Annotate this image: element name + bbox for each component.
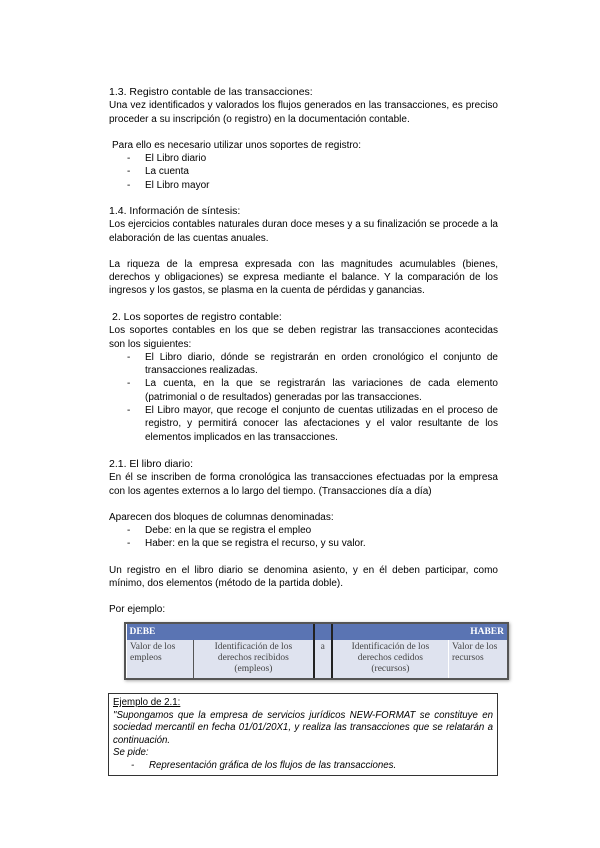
cell: Identificación de los derechos recibidos	[214, 642, 293, 663]
heading: 1.4. Información de síntesis:	[109, 205, 241, 217]
paragraph: Un registro en el libro diario se denomina asiento, y en él deben participar, como mínimo, dos elementos (método de la partida doble).	[109, 564, 498, 590]
list-item: - El Libro diario	[109, 152, 498, 165]
section-1-3	[109, 86, 498, 192]
paragraph: En él se inscriben de forma cronológica las transacciones efectuadas por la empresa con los agentes externos a lo largo del tiempo. (Transacciones día a día)	[109, 472, 498, 497]
heading: 2.1. El libro diario:	[109, 458, 194, 470]
paragraph: La riqueza de la empresa expresada con las magnitudes acumulables (bienes, derechos y obligaciones) se expresa mediante el balance. Y la comparación de los ingresos y los gastos, se plasma en la cuenta de pérdidas y ganancias.	[109, 258, 498, 297]
cell: Valor de los empleos	[127, 640, 194, 678]
section-2	[109, 311, 498, 444]
heading: 1.3. Registro contable de las transacciones:	[109, 86, 313, 98]
example-title: Ejemplo de 2.1:	[113, 697, 181, 708]
paragraph: Para ello es necesario utilizar unos soportes de registro:	[112, 139, 362, 151]
example-text: "Supongamos que la empresa de servicios jurídicos NEW-FORMAT se constituye en sociedad mercantil en fecha 01/01/20X1, y realiza las transacciones que se relatarán a continuación.	[113, 709, 493, 746]
list-item: - Haber: en la que se registra el recurso, y su valor.	[109, 537, 498, 550]
paragraph: Los soportes contables en los que se deben registrar las transacciones acontecidas son los siguientes:	[109, 325, 498, 350]
section-2-1	[109, 458, 498, 617]
cell: Valor de los recursos	[449, 640, 508, 678]
section-1-4	[109, 205, 498, 298]
cell: a	[314, 640, 332, 678]
heading: 2. Los soportes de registro contable:	[112, 311, 282, 323]
list-item: - El Libro diario, dónde se registrarán en orden cronológico el conjunto de transacciones realizadas.	[109, 351, 498, 378]
debe-header: DEBE	[127, 624, 314, 640]
list-item: - El Libro mayor	[109, 179, 498, 192]
list-item: - Representación gráfica de los flujos de las transacciones.	[113, 760, 493, 773]
example-se-pide: Se pide:	[113, 747, 149, 758]
list-item: - Debe: en la que se registra el empleo	[109, 524, 498, 537]
list-item: - El Libro mayor, que recoge el conjunto de cuentas utilizadas en el proceso de registro, y permitirá conocer las afectaciones y el valor resultante de los elementos implicados en las transacciones.	[109, 404, 498, 444]
cell: Identificación de los derechos cedidos	[351, 642, 430, 663]
list	[109, 351, 498, 444]
paragraph: Aparecen dos bloques de columnas denominadas:	[109, 511, 334, 523]
paragraph: Por ejemplo:	[109, 604, 166, 616]
list-item: - La cuenta	[109, 165, 498, 178]
cell: (empleos)	[234, 664, 273, 674]
cell: (recursos)	[371, 664, 410, 674]
list-item: - La cuenta, en la que se registrarán las variaciones de cada elemento (patrimonial o de resultados) generadas por las transacciones.	[109, 377, 498, 404]
example-box	[108, 693, 498, 776]
list	[109, 524, 498, 551]
journal-table-image	[124, 622, 509, 680]
paragraph: Una vez identificados y valorados los flujos generados en las transacciones, es preciso proceder a su inscripción (o registro) en la documentación contable.	[109, 100, 498, 125]
haber-header: HABER	[332, 624, 507, 640]
paragraph: Los ejercicios contables naturales duran doce meses y a su finalización se procede a la elaboración de las cuentas anuales.	[109, 219, 498, 244]
list	[109, 152, 498, 192]
